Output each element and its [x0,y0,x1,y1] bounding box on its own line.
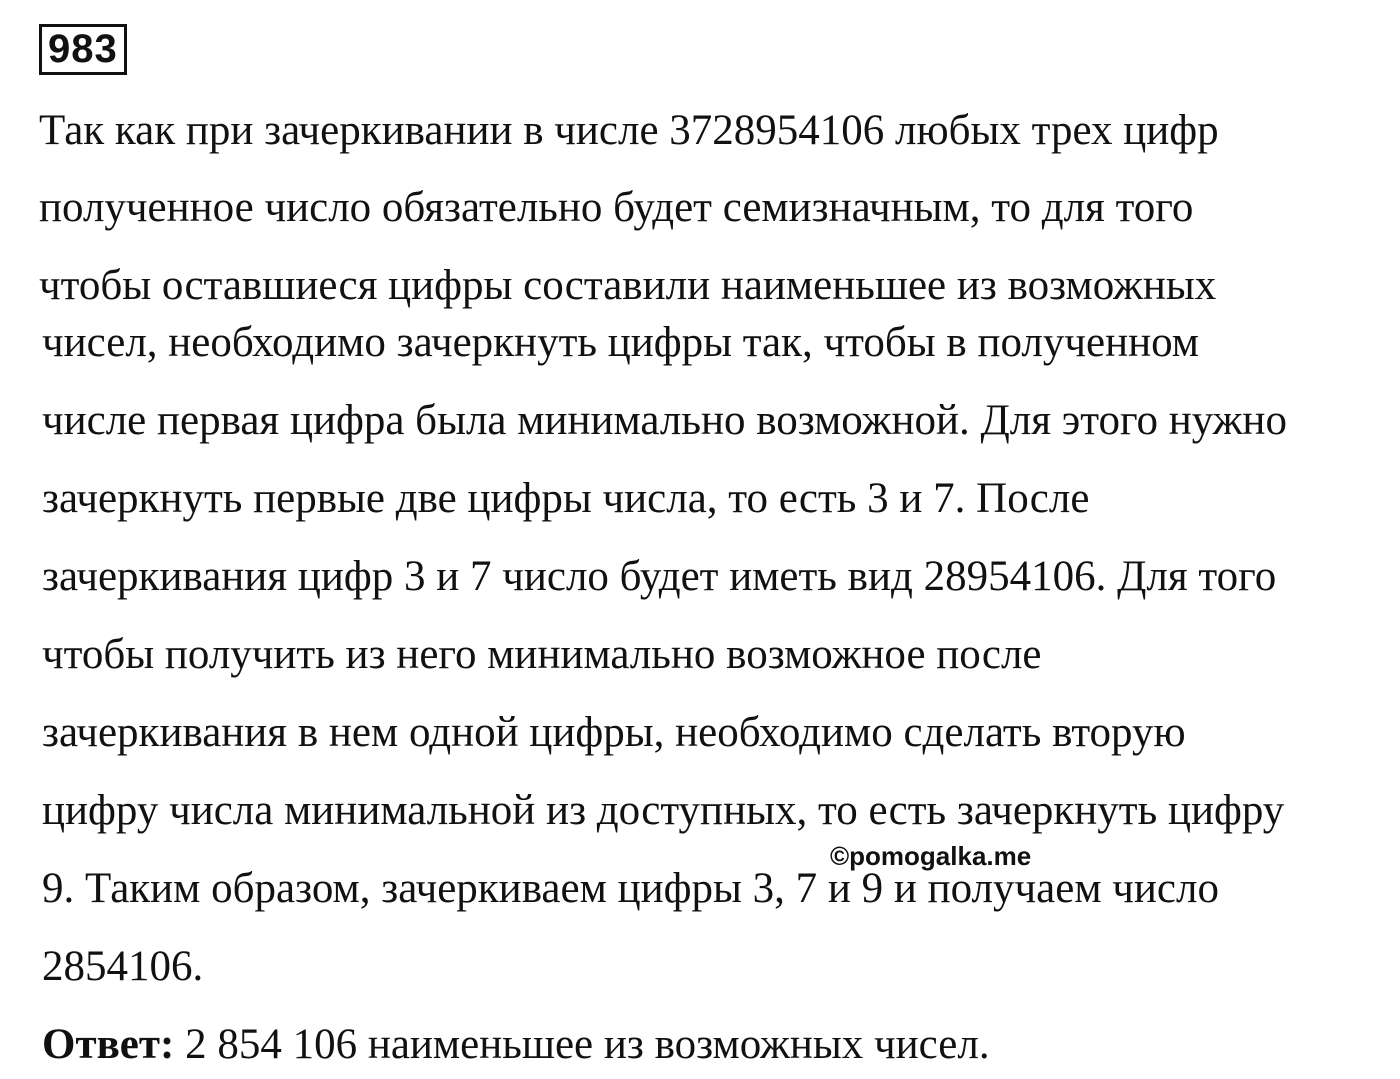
solution-line: 9. Таким образом, зачеркиваем цифры 3, 7 и 9 и получаем число [42,865,1219,912]
answer-label: Ответ: [42,1021,175,1068]
solution-line: числе первая цифра была минимально возможной. Для этого нужно [42,397,1287,444]
watermark: ©pomogalka.me [830,841,1032,871]
solution-line: чтобы оставшиеся цифры составили наименьшее из возможных [39,262,1217,309]
solution-line: полученное число обязательно будет семизначным, то для того [39,184,1194,231]
solution-line: зачеркивания в нем одной цифры, необходимо сделать вторую [42,709,1186,756]
solution-line: 2854106. [42,943,204,990]
answer-line [42,1020,990,1070]
solution-line: цифру числа минимальной из доступных, то есть зачеркнуть цифру [42,787,1285,834]
problem-number: 983 [39,24,127,75]
solution-line: чтобы получить из него минимально возможное после [42,631,1042,678]
answer-text: 2 854 106 наименьшее из возможных чисел. [174,1021,990,1068]
solution-line: чисел, необходимо зачеркнуть цифры так, чтобы в полученном [42,319,1199,366]
solution-line: Так как при зачеркивании в числе 3728954106 любых трех цифр [39,107,1219,154]
solution-line: зачеркнуть первые две цифры числа, то есть 3 и 7. После [42,475,1090,522]
solution-line: зачеркивания цифр 3 и 7 число будет иметь вид 28954106. Для того [42,553,1277,600]
